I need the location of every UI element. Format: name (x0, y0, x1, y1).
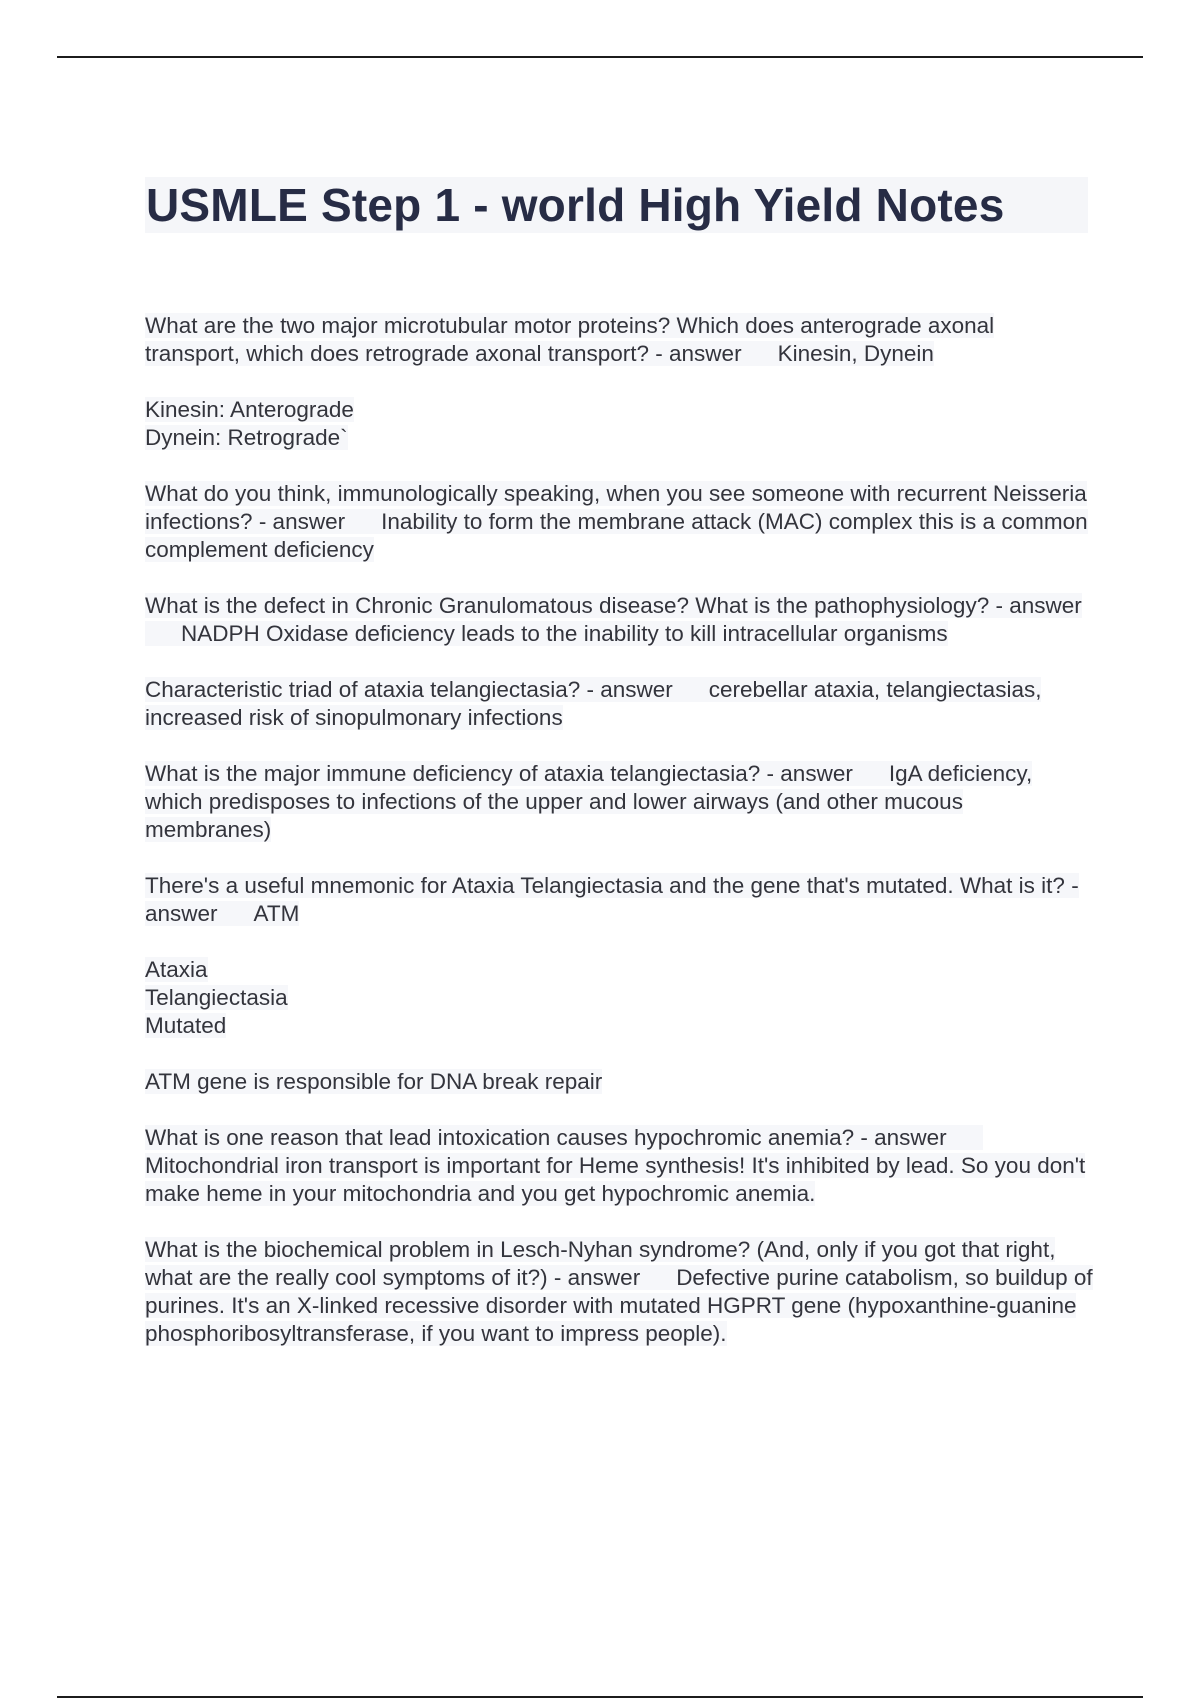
note-text: ATM gene is responsible for DNA break repair (145, 1069, 603, 1094)
answer-text: ATM (253, 901, 300, 926)
answer-text: cerebellar ataxia, telangiectasias, increased risk of sinopulmonary infections (145, 677, 1042, 730)
qa-entry-6 (145, 872, 1095, 928)
question-text: What is one reason that lead intoxication causes hypochromic anemia? - answer (145, 1125, 947, 1150)
question-text: What is the biochemical problem in Lesch-Nyhan syndrome? (And, only if you got that right, what are the really cool symptoms of it?) - answer (145, 1237, 1056, 1290)
qa-entry-1 (145, 312, 1095, 368)
qa-entry-8 (145, 1236, 1095, 1348)
answer-text: Inability to form the membrane attack (MAC) complex this is a common complement deficiency (145, 509, 1088, 562)
detail-line: Ataxia (145, 957, 208, 982)
qa-entry-3 (145, 592, 1095, 648)
page-title: USMLE Step 1 - world High Yield Notes (145, 177, 1088, 233)
detail-line: Dynein: Retrograde` (145, 425, 348, 450)
answer-text: Mitochondrial iron transport is important for Heme synthesis! It's inhibited by lead. So you don't make heme in your mitochondria and you get hypochromic anemia. (145, 1153, 1086, 1206)
notes-body (145, 312, 1095, 1376)
detail-line: Mutated (145, 1013, 227, 1038)
qa-entry-4 (145, 676, 1095, 732)
question-text: There's a useful mnemonic for Ataxia Telangiectasia and the gene that's mutated. What is it? - answer (145, 873, 1079, 926)
answer-detail (145, 956, 1095, 1040)
detail-line: Telangiectasia (145, 985, 288, 1010)
answer-text: IgA deficiency, which predisposes to infections of the upper and lower airways (and other mucous membranes) (145, 761, 1033, 842)
answer-detail (145, 396, 1095, 452)
qa-entry-7 (145, 1124, 1095, 1208)
question-text: What do you think, immunologically speaking, when you see someone with recurrent Neisseria infections? - answer (145, 481, 1087, 534)
question-text: What is the major immune deficiency of ataxia telangiectasia? - answer (145, 761, 853, 786)
answer-text: Kinesin, Dynein (777, 341, 934, 366)
detail-line: Kinesin: Anterograde (145, 397, 354, 422)
bottom-rule (57, 1696, 1143, 1698)
question-text: What is the defect in Chronic Granulomatous disease? What is the pathophysiology? - answer (145, 593, 1082, 618)
question-text: Characteristic triad of ataxia telangiectasia? - answer (145, 677, 673, 702)
question-text: What are the two major microtubular motor proteins? Which does anterograde axonal transport, which does retrograde axonal transport? - answer (145, 313, 995, 366)
answer-text: NADPH Oxidase deficiency leads to the inability to kill intracellular organisms (181, 621, 948, 646)
answer-note (145, 1068, 1095, 1096)
qa-entry-2 (145, 480, 1095, 564)
top-rule (57, 56, 1143, 58)
answer-text: Defective purine catabolism, so buildup of purines. It's an X-linked recessive disorder with mutated HGPRT gene (hypoxanthine-guanine phosphoribosyltransferase, if you want to impress people). (145, 1265, 1093, 1346)
qa-entry-5 (145, 760, 1095, 844)
